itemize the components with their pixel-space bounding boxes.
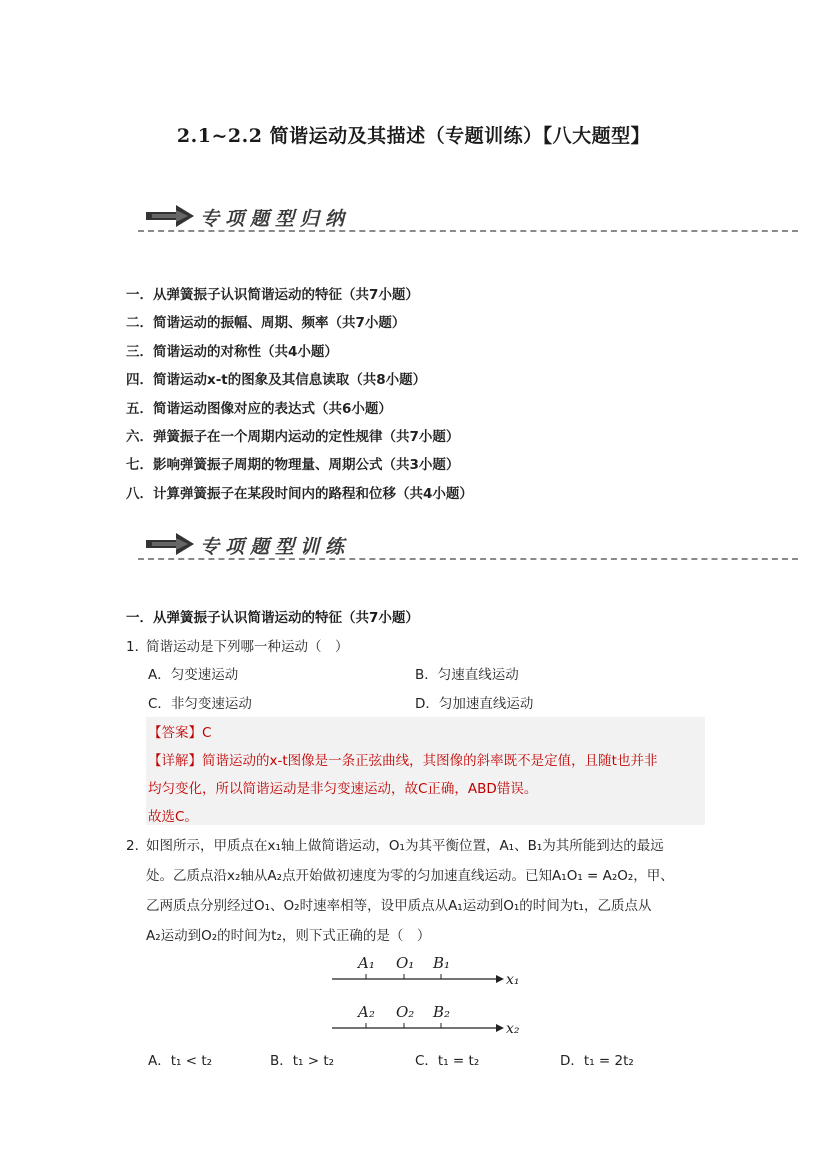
option-d[interactable]: D．t₁ = 2t₂ xyxy=(560,1053,634,1069)
detail-label: 【详解】 xyxy=(148,753,202,769)
axis-name: x₁ xyxy=(506,972,520,988)
topic-item-1[interactable]: 一．从弹簧振子认识简谐运动的特征（共7小题） xyxy=(126,287,419,303)
topic-item-6[interactable]: 六．弹簧振子在一个周期内运动的定性规律（共7小题） xyxy=(126,428,460,445)
answer-box xyxy=(146,717,705,825)
question-number: 2． xyxy=(126,838,149,854)
point-label: O₂ xyxy=(396,1003,415,1021)
axis-name: x₂ xyxy=(506,1021,520,1037)
page-title: 2.1~2.2 简谐运动及其描述（专题训练）【八大题型】 xyxy=(176,125,651,147)
question-stem: 简谐运动是下列哪一种运动（ ） xyxy=(146,639,349,655)
topic-item-7[interactable]: 七．影响弹簧振子周期的物理量、周期公式（共3小题） xyxy=(126,457,460,474)
detail-text-continued: 均匀变化，所以简谐运动是非匀变速运动，故C正确，ABD错误。 xyxy=(148,781,538,797)
question-stem-line: A₂运动到O₂的时间为t₂，则下式正确的是（ ） xyxy=(146,928,431,944)
point-label: B₂ xyxy=(433,1003,451,1021)
axis-x2 xyxy=(332,1003,520,1037)
detail-text: 简谐运动的x-t图像是一条正弦曲线，其图像的斜率既不是定值，且随t也并非 xyxy=(202,753,658,769)
topic-item-8[interactable]: 八．计算弹簧振子在某段时间内的路程和位移（共4小题） xyxy=(126,485,473,502)
option-b[interactable]: B．t₁ > t₂ xyxy=(270,1053,335,1069)
topic-item-3[interactable]: 三．简谐运动的对称性（共4小题） xyxy=(126,343,338,360)
question-number: 1． xyxy=(126,639,149,655)
axes-diagram xyxy=(330,948,530,1040)
question-stem-line: 乙两质点分别经过O₁、O₂时速率相等，设甲质点从A₁运动到O₁的时间为t₁，乙质点从 xyxy=(146,898,652,914)
axis-x1 xyxy=(332,954,520,988)
double-arrow-icon xyxy=(146,203,196,229)
point-label: A₂ xyxy=(358,1003,375,1021)
option-c[interactable]: C．非匀变速运动 xyxy=(148,696,252,712)
question-stem-line: 处。乙质点沿x₂轴从A₂点开始做初速度为零的匀加速直线运动。已知A₁O₁ = A₂O₂，甲、 xyxy=(146,868,674,884)
answer-value: C xyxy=(202,725,212,741)
point-label: O₁ xyxy=(396,954,415,972)
conclusion: 故选C。 xyxy=(148,809,198,825)
section-banner-summary xyxy=(138,197,798,237)
banner-label: 专项题型归纳 xyxy=(200,208,351,230)
banner-label: 专项题型训练 xyxy=(200,536,351,558)
question-stem-line: 如图所示，甲质点在x₁轴上做简谐运动，O₁为其平衡位置，A₁、B₁为其所能到达的最远 xyxy=(146,838,664,854)
section-banner-practice xyxy=(138,525,798,565)
point-label: A₁ xyxy=(358,954,375,972)
topic-list xyxy=(126,284,726,511)
option-a[interactable]: A．匀变速运动 xyxy=(148,667,239,683)
answer-label: 【答案】 xyxy=(148,725,202,741)
divider xyxy=(138,558,798,560)
option-a[interactable]: A．t₁ < t₂ xyxy=(148,1053,213,1069)
topic-item-5[interactable]: 五．简谐运动图像对应的表达式（共6小题） xyxy=(126,400,392,417)
topic-item-4[interactable]: 四．简谐运动x-t的图象及其信息读取（共8小题） xyxy=(126,372,427,389)
topic-item-2[interactable]: 二．简谐运动的振幅、周期、频率（共7小题） xyxy=(126,315,406,332)
section-heading: 一．从弹簧振子认识简谐运动的特征（共7小题） xyxy=(126,610,419,626)
point-label: B₁ xyxy=(433,954,451,972)
divider xyxy=(138,230,798,232)
option-d[interactable]: D．匀加速直线运动 xyxy=(415,696,534,712)
option-b[interactable]: B．匀速直线运动 xyxy=(415,667,519,683)
option-c[interactable]: C．t₁ = t₂ xyxy=(415,1053,480,1069)
double-arrow-icon xyxy=(146,531,196,557)
